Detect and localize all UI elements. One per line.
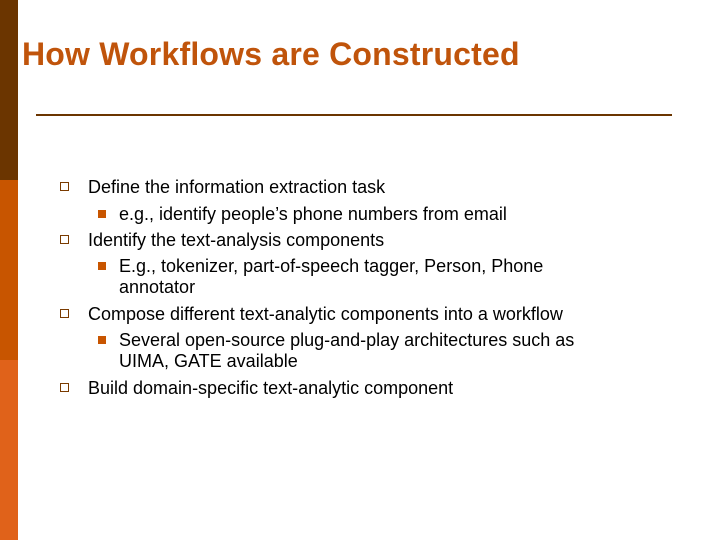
bullet-text: Identify the text-analysis components xyxy=(88,230,385,250)
filled-square-bullet-icon xyxy=(98,210,106,218)
sub-bullet-text-continued: UIMA, GATE available xyxy=(119,351,298,371)
hollow-square-bullet-icon xyxy=(60,309,69,318)
sub-bullet-text: Several open-source plug-and-play architectures such as xyxy=(119,330,575,350)
bullet-text: Compose different text-analytic components into a workflow xyxy=(88,304,563,324)
slide-title: How Workflows are Constructed xyxy=(22,36,520,72)
bullet-text: Build domain-specific text-analytic component xyxy=(88,378,454,398)
bullet-text: Define the information extraction task xyxy=(88,177,386,197)
hollow-square-bullet-icon xyxy=(60,235,69,244)
hollow-square-bullet-icon xyxy=(60,383,69,392)
sub-bullet-text-continued: annotator xyxy=(119,277,196,297)
sub-bullet-text: e.g., identify people’s phone numbers from email xyxy=(119,204,507,224)
hollow-square-bullet-icon xyxy=(60,182,69,191)
filled-square-bullet-icon xyxy=(98,262,106,270)
filled-square-bullet-icon xyxy=(98,336,106,344)
sub-bullet-text: E.g., tokenizer, part-of-speech tagger, Person, Phone xyxy=(119,256,544,276)
